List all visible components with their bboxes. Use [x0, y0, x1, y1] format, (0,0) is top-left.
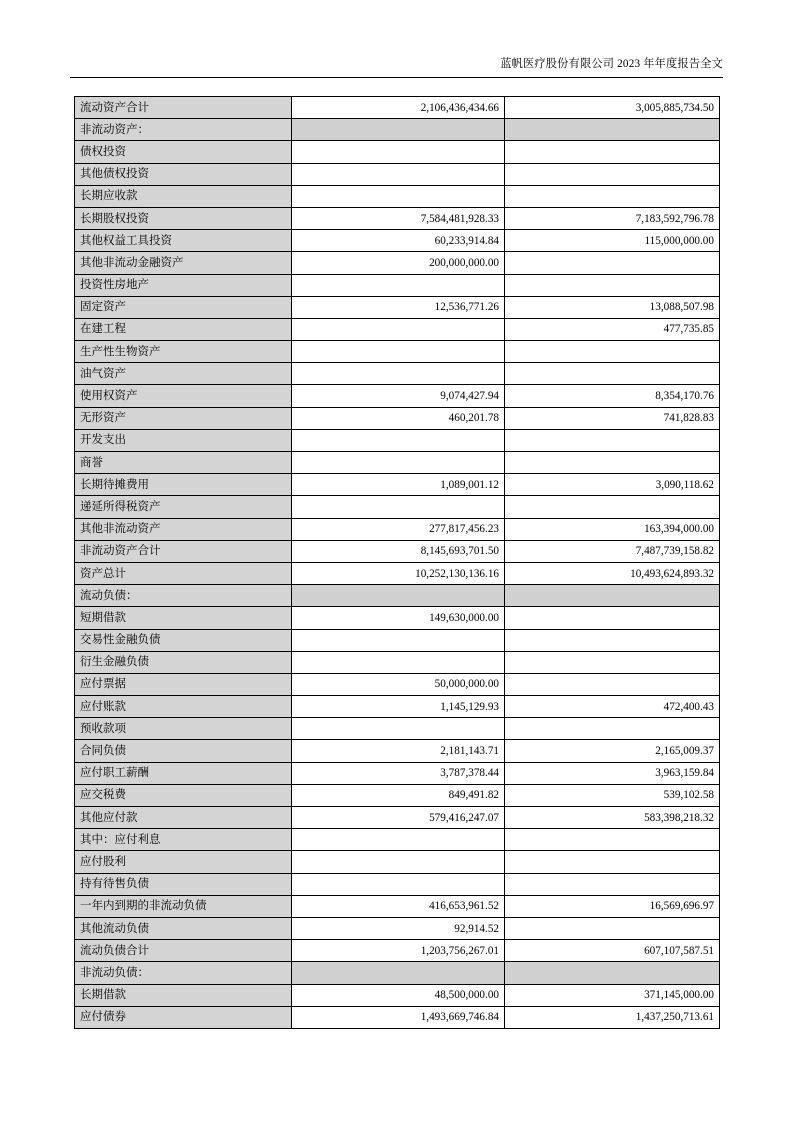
row-value-current-cell: 48,500,000.00 — [292, 984, 505, 1006]
table-row — [75, 940, 720, 962]
table-row — [75, 185, 720, 207]
row-value-previous-cell — [505, 962, 720, 984]
row-label-cell: 应交税费 — [75, 784, 292, 806]
table-row — [75, 1006, 720, 1028]
table-row — [75, 274, 720, 296]
row-label-cell: 递延所得税资产 — [75, 496, 292, 518]
row-value-previous-cell — [505, 252, 720, 274]
row-label-cell: 流动负债： — [75, 585, 292, 607]
row-value-current-cell: 1,089,001.12 — [292, 474, 505, 496]
row-value-previous-cell — [505, 363, 720, 385]
row-value-current-cell: 12,536,771.26 — [292, 296, 505, 318]
row-value-previous-cell: 163,394,000.00 — [505, 518, 720, 540]
table-row — [75, 385, 720, 407]
table-row — [75, 829, 720, 851]
row-value-current-cell: 1,493,669,746.84 — [292, 1006, 505, 1028]
row-label-cell: 非流动资产合计 — [75, 540, 292, 562]
row-value-previous-cell — [505, 429, 720, 451]
table-row — [75, 873, 720, 895]
row-label-cell: 其他权益工具投资 — [75, 230, 292, 252]
table-row — [75, 917, 720, 939]
row-value-previous-cell — [505, 119, 720, 141]
row-value-current-cell — [292, 962, 505, 984]
table-row — [75, 474, 720, 496]
table-row — [75, 341, 720, 363]
row-value-current-cell — [292, 163, 505, 185]
table-row — [75, 696, 720, 718]
row-value-previous-cell — [505, 629, 720, 651]
row-value-current-cell: 200,000,000.00 — [292, 252, 505, 274]
row-value-previous-cell — [505, 607, 720, 629]
row-value-current-cell — [292, 429, 505, 451]
row-label-cell: 衍生金融负债 — [75, 651, 292, 673]
row-label-cell: 使用权资产 — [75, 385, 292, 407]
row-label-cell: 应付账款 — [75, 696, 292, 718]
row-value-previous-cell: 115,000,000.00 — [505, 230, 720, 252]
row-value-previous-cell: 1,437,250,713.61 — [505, 1006, 720, 1028]
row-value-previous-cell — [505, 163, 720, 185]
row-value-previous-cell — [505, 718, 720, 740]
row-value-current-cell — [292, 829, 505, 851]
row-value-previous-cell: 8,354,170.76 — [505, 385, 720, 407]
row-value-current-cell: 92,914.52 — [292, 917, 505, 939]
row-value-current-cell: 9,074,427.94 — [292, 385, 505, 407]
row-label-cell: 流动资产合计 — [75, 97, 292, 119]
table-row — [75, 784, 720, 806]
row-label-cell: 流动负债合计 — [75, 940, 292, 962]
row-label-cell: 在建工程 — [75, 318, 292, 340]
balance-sheet-container — [74, 96, 719, 1029]
table-row — [75, 163, 720, 185]
row-value-current-cell: 460,201.78 — [292, 407, 505, 429]
row-value-current-cell — [292, 496, 505, 518]
balance-sheet-table — [74, 96, 720, 1029]
row-value-previous-cell — [505, 141, 720, 163]
row-value-previous-cell — [505, 341, 720, 363]
table-row — [75, 97, 720, 119]
row-value-previous-cell — [505, 829, 720, 851]
row-value-current-cell: 849,491.82 — [292, 784, 505, 806]
row-value-previous-cell: 7,183,592,796.78 — [505, 207, 720, 229]
row-value-previous-cell — [505, 673, 720, 695]
table-row — [75, 718, 720, 740]
row-value-current-cell: 277,817,456.23 — [292, 518, 505, 540]
row-label-cell: 持有待售负债 — [75, 873, 292, 895]
row-value-current-cell: 7,584,481,928.33 — [292, 207, 505, 229]
row-value-current-cell: 1,145,129.93 — [292, 696, 505, 718]
row-value-current-cell: 8,145,693,701.50 — [292, 540, 505, 562]
row-value-previous-cell: 3,005,885,734.50 — [505, 97, 720, 119]
table-row — [75, 651, 720, 673]
row-label-cell: 长期股权投资 — [75, 207, 292, 229]
header-divider-rule — [70, 77, 723, 78]
row-label-cell: 长期待摊费用 — [75, 474, 292, 496]
row-label-cell: 合同负债 — [75, 740, 292, 762]
table-row — [75, 252, 720, 274]
row-value-current-cell: 60,233,914.84 — [292, 230, 505, 252]
row-value-current-cell — [292, 341, 505, 363]
row-value-previous-cell — [505, 917, 720, 939]
row-label-cell: 应付债券 — [75, 1006, 292, 1028]
row-label-cell: 应付职工薪酬 — [75, 762, 292, 784]
row-label-cell: 资产总计 — [75, 562, 292, 584]
row-label-cell: 其他非流动资产 — [75, 518, 292, 540]
row-label-cell: 长期借款 — [75, 984, 292, 1006]
row-label-cell: 短期借款 — [75, 607, 292, 629]
row-value-current-cell — [292, 452, 505, 474]
row-label-cell: 投资性房地产 — [75, 274, 292, 296]
row-value-previous-cell — [505, 585, 720, 607]
table-row — [75, 762, 720, 784]
row-value-current-cell — [292, 651, 505, 673]
page-header-text: 蓝帆医疗股份有限公司 2023 年年度报告全文 — [500, 58, 723, 70]
table-row — [75, 851, 720, 873]
row-value-current-cell — [292, 873, 505, 895]
row-label-cell: 预收款项 — [75, 718, 292, 740]
row-value-previous-cell: 371,145,000.00 — [505, 984, 720, 1006]
table-row — [75, 429, 720, 451]
table-row — [75, 895, 720, 917]
table-row — [75, 807, 720, 829]
row-label-cell: 应付票据 — [75, 673, 292, 695]
table-row — [75, 740, 720, 762]
table-row — [75, 296, 720, 318]
row-value-current-cell: 2,181,143.71 — [292, 740, 505, 762]
row-label-cell: 其他流动负债 — [75, 917, 292, 939]
row-value-previous-cell: 741,828.83 — [505, 407, 720, 429]
table-row — [75, 496, 720, 518]
table-row — [75, 407, 720, 429]
row-value-current-cell: 149,630,000.00 — [292, 607, 505, 629]
row-value-previous-cell — [505, 651, 720, 673]
row-value-current-cell: 579,416,247.07 — [292, 807, 505, 829]
row-value-previous-cell: 3,090,118.62 — [505, 474, 720, 496]
row-value-previous-cell — [505, 851, 720, 873]
row-value-current-cell — [292, 585, 505, 607]
row-label-cell: 其他债权投资 — [75, 163, 292, 185]
table-row — [75, 363, 720, 385]
row-value-previous-cell — [505, 274, 720, 296]
row-value-current-cell — [292, 851, 505, 873]
row-value-previous-cell — [505, 452, 720, 474]
table-row — [75, 452, 720, 474]
row-label-cell: 无形资产 — [75, 407, 292, 429]
row-value-previous-cell: 3,963,159.84 — [505, 762, 720, 784]
row-label-cell: 其他非流动金融资产 — [75, 252, 292, 274]
row-value-previous-cell — [505, 185, 720, 207]
row-value-current-cell: 10,252,130,136.16 — [292, 562, 505, 584]
row-label-cell: 油气资产 — [75, 363, 292, 385]
row-label-cell: 一年内到期的非流动负债 — [75, 895, 292, 917]
row-value-current-cell — [292, 119, 505, 141]
row-label-cell: 固定资产 — [75, 296, 292, 318]
row-value-current-cell: 50,000,000.00 — [292, 673, 505, 695]
table-row — [75, 585, 720, 607]
row-label-cell: 非流动负债： — [75, 962, 292, 984]
row-label-cell: 交易性金融负债 — [75, 629, 292, 651]
table-row — [75, 207, 720, 229]
row-value-current-cell: 1,203,756,267.01 — [292, 940, 505, 962]
row-value-current-cell — [292, 141, 505, 163]
row-value-current-cell: 2,106,436,434.66 — [292, 97, 505, 119]
row-value-previous-cell: 472,400.43 — [505, 696, 720, 718]
row-value-current-cell: 3,787,378.44 — [292, 762, 505, 784]
balance-sheet-body — [75, 97, 720, 1029]
row-label-cell: 其他应付款 — [75, 807, 292, 829]
row-label-cell: 开发支出 — [75, 429, 292, 451]
row-value-previous-cell: 2,165,009.37 — [505, 740, 720, 762]
row-label-cell: 应付股利 — [75, 851, 292, 873]
table-row — [75, 629, 720, 651]
row-value-previous-cell: 607,107,587.51 — [505, 940, 720, 962]
row-value-current-cell — [292, 274, 505, 296]
row-value-previous-cell: 539,102.58 — [505, 784, 720, 806]
row-value-previous-cell: 477,735.85 — [505, 318, 720, 340]
table-row — [75, 119, 720, 141]
row-value-previous-cell: 7,487,739,158.82 — [505, 540, 720, 562]
table-row — [75, 540, 720, 562]
page-running-header — [70, 56, 723, 72]
table-row — [75, 607, 720, 629]
table-row — [75, 518, 720, 540]
table-row — [75, 962, 720, 984]
table-row — [75, 230, 720, 252]
table-row — [75, 141, 720, 163]
row-label-cell: 商誉 — [75, 452, 292, 474]
table-row — [75, 673, 720, 695]
row-value-previous-cell: 16,569,696.97 — [505, 895, 720, 917]
row-value-previous-cell — [505, 496, 720, 518]
row-value-previous-cell: 13,088,507.98 — [505, 296, 720, 318]
row-value-current-cell — [292, 629, 505, 651]
row-value-current-cell — [292, 185, 505, 207]
table-row — [75, 984, 720, 1006]
row-label-cell: 生产性生物资产 — [75, 341, 292, 363]
row-value-current-cell: 416,653,961.52 — [292, 895, 505, 917]
row-value-previous-cell — [505, 873, 720, 895]
row-value-current-cell — [292, 363, 505, 385]
row-label-cell: 非流动资产： — [75, 119, 292, 141]
row-value-previous-cell: 583,398,218.32 — [505, 807, 720, 829]
row-label-cell: 债权投资 — [75, 141, 292, 163]
table-row — [75, 562, 720, 584]
row-label-cell: 长期应收款 — [75, 185, 292, 207]
row-value-previous-cell: 10,493,624,893.32 — [505, 562, 720, 584]
row-value-current-cell — [292, 718, 505, 740]
row-value-current-cell — [292, 318, 505, 340]
row-label-cell: 其中：应付利息 — [75, 829, 292, 851]
table-row — [75, 318, 720, 340]
